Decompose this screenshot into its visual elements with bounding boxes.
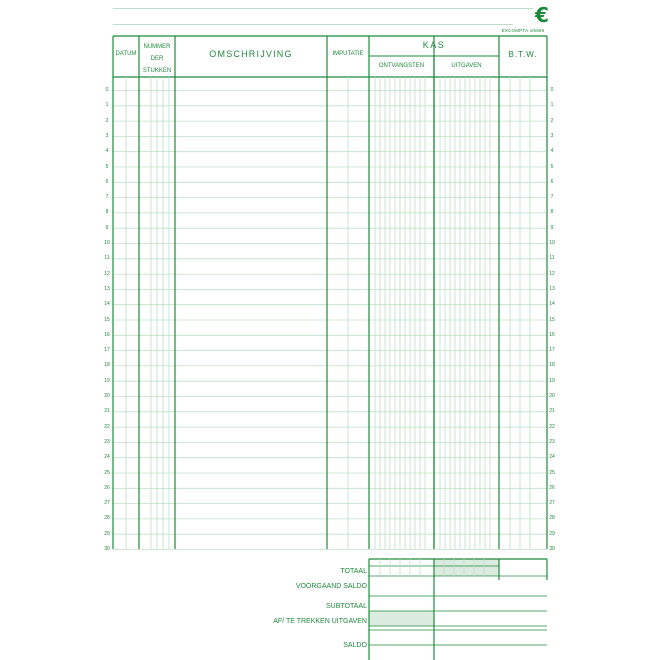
row-number-left: 9 [105, 224, 109, 231]
voorgaand-saldo-label: VOORGAAND SALDO [295, 583, 367, 590]
col-nummer-header [139, 41, 175, 77]
row-number-right: 16 [549, 331, 555, 338]
row-number-left: 7 [105, 194, 109, 201]
col-nummer-line2: DER [150, 56, 164, 62]
brand-label: EXCOMPTA 4/6669 [501, 28, 545, 33]
af-te-trekken-label: AF/ TE TREKKEN UITGAVEN [273, 618, 367, 625]
row-number-right: 0 [550, 87, 554, 93]
row-number-right: 2 [550, 117, 554, 124]
row-number-right: 10 [549, 240, 555, 246]
row-number-left: 27 [104, 500, 110, 507]
row-number-right: 19 [549, 377, 555, 384]
col-kas-header: KAS [422, 40, 446, 50]
row-number-left: 13 [104, 285, 110, 292]
row-number-left: 1 [105, 102, 109, 109]
row-number-right: 1 [550, 102, 554, 109]
row-number-right: 8 [550, 209, 554, 216]
row-number-right: 21 [549, 408, 555, 415]
row-number-right: 5 [550, 163, 554, 170]
row-number-right: 28 [549, 515, 555, 522]
row-number-right: 22 [549, 423, 555, 430]
col-nummer-line1: NUMMER [143, 44, 171, 50]
row-number-left: 19 [104, 377, 110, 384]
row-number-right: 25 [549, 469, 555, 476]
row-number-right: 24 [549, 454, 555, 461]
row-number-right: 4 [550, 148, 554, 155]
row-number-left: 4 [105, 148, 109, 155]
row-number-left: 30 [104, 546, 110, 552]
col-datum-header: DATUM [115, 51, 137, 57]
ontvangsten-subtract-shade [369, 611, 434, 626]
row-number-left: 28 [104, 515, 110, 522]
row-number-right: 20 [549, 393, 555, 399]
row-number-left: 2 [105, 117, 109, 124]
row-number-left: 20 [104, 393, 110, 399]
row-number-left: 16 [104, 331, 110, 338]
row-number-right: 7 [550, 194, 554, 201]
row-number-left: 29 [104, 530, 110, 537]
col-btw-header: B.T.W. [508, 50, 538, 59]
col-imputatie-header: IMPUTATIE [332, 51, 364, 57]
row-number-right: 13 [549, 285, 555, 292]
row-number-right: 17 [549, 347, 555, 354]
totaal-label: TOTAAL [340, 568, 367, 575]
row-number-right: 18 [549, 362, 555, 369]
row-number-right: 6 [550, 178, 554, 185]
row-number-right: 14 [549, 301, 555, 308]
col-nummer-line3: STUKKEN [142, 68, 172, 74]
row-number-left: 6 [105, 178, 109, 185]
row-number-left: 14 [104, 301, 110, 308]
row-number-right: 3 [550, 132, 554, 139]
row-number-right: 9 [550, 224, 554, 231]
row-number-right: 11 [549, 255, 555, 262]
row-number-left: 24 [104, 454, 110, 461]
row-number-left: 8 [105, 209, 109, 216]
row-number-right: 23 [549, 438, 555, 445]
col-omschrijving-header: OMSCHRIJVING [209, 49, 293, 59]
row-number-left: 23 [104, 438, 110, 445]
euro-icon: € [535, 3, 549, 27]
row-number-left: 18 [104, 362, 110, 369]
row-number-right: 12 [549, 270, 555, 277]
row-number-right: 15 [549, 316, 555, 323]
row-number-left: 0 [105, 87, 109, 93]
row-number-right: 27 [549, 500, 555, 507]
col-uitgaven-header: UITGAVEN [451, 63, 482, 69]
row-number-left: 12 [104, 270, 110, 277]
row-number-right: 30 [549, 546, 555, 552]
row-number-left: 11 [104, 255, 110, 262]
row-number-left: 5 [105, 163, 109, 170]
row-number-left: 15 [104, 316, 110, 323]
col-ontvangsten-header: ONTVANGSTEN [378, 63, 425, 69]
row-number-right: 29 [549, 530, 555, 537]
row-number-right: 26 [549, 484, 555, 491]
row-number-left: 21 [104, 408, 110, 415]
row-number-left: 22 [104, 423, 110, 430]
subtotaal-label: SUBTOTAAL [326, 603, 367, 610]
saldo-label: SALDO [343, 642, 367, 649]
row-number-left: 10 [104, 240, 110, 246]
row-number-left: 25 [104, 469, 110, 476]
row-number-left: 17 [104, 347, 110, 354]
row-number-left: 26 [104, 484, 110, 491]
row-number-left: 3 [105, 132, 109, 139]
